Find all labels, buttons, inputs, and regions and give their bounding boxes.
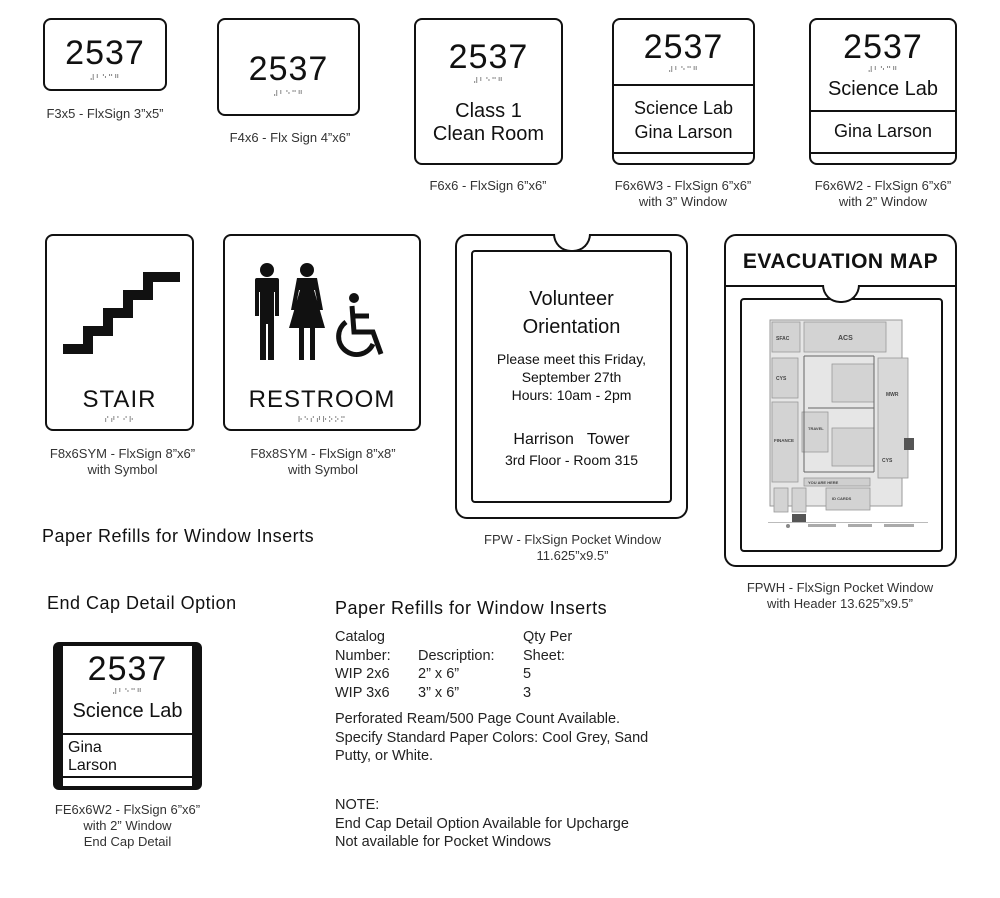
header-description: Description:: [418, 647, 495, 664]
room-name: Science Lab: [827, 78, 939, 100]
header-number: Number:: [335, 647, 391, 664]
window-bottom-line: [811, 152, 955, 154]
room-number: 2537: [643, 28, 724, 66]
window-top-line: [811, 110, 955, 112]
map-label-you-are-here: YOU ARE HERE: [808, 480, 839, 485]
sign-f6x6: [414, 18, 563, 165]
heading-refills-left: Paper Refills for Window Inserts: [42, 526, 315, 546]
notes-paragraph-1: Perforated Ream/500 Page Count Available.: [335, 711, 621, 727]
sign-stair: [45, 234, 194, 431]
notice-title-2: Orientation: [522, 316, 621, 338]
braille-dots: ⠎⠞⠁⠊⠗: [104, 417, 135, 424]
person-last-name: Larson: [68, 757, 117, 774]
person-name: Gina Larson: [634, 122, 733, 142]
room-number: 2537: [448, 38, 529, 76]
man-icon: [255, 263, 279, 360]
room-name: Science Lab: [633, 98, 734, 118]
notes-paragraph-2: Specify Standard Paper Colors: Cool Grey, Sand: [335, 729, 649, 746]
wheelchair-icon: [339, 293, 381, 355]
evacuation-floorplan: [768, 312, 928, 530]
caption-fpwh-1: FPWH - FlxSign Pocket Window: [746, 580, 934, 595]
header-qty-per: Qty Per: [523, 629, 573, 645]
caption-fe6x6w2-3: End Cap Detail: [83, 834, 172, 849]
caption-f6x6: F6x6 - FlxSign 6”x6”: [429, 178, 547, 193]
row-1-qty: 5: [523, 666, 532, 682]
braille-dots: ⠗⠑⠎⠞⠗⠕⠕⠍: [297, 417, 347, 424]
refills-table: [335, 628, 735, 708]
row-2-desc: 3” x 6”: [418, 684, 460, 701]
caption-restroom-2: with Symbol: [287, 462, 359, 477]
notice-body-1: Please meet this Friday,: [496, 351, 647, 367]
room-number: 2537: [65, 34, 145, 72]
person-name: Gina Larson: [833, 121, 933, 141]
sign-fpwh: [724, 234, 957, 567]
header-catalog: Catalog: [335, 629, 385, 645]
caption-f6x6w2-1: F6x6W2 - FlxSign 6”x6”: [814, 178, 952, 193]
window-top-line: [63, 733, 192, 735]
map-label-acs: ACS: [838, 335, 853, 342]
caption-f6x6w2-2: with 2” Window: [838, 194, 928, 209]
heading-endcap: End Cap Detail Option: [47, 593, 237, 613]
caption-fe6x6w2-2: with 2” Window: [83, 818, 172, 833]
sign-face: [63, 646, 192, 786]
sign-fpw: [455, 234, 688, 519]
note-line-2: Not available for Pocket Windows: [335, 834, 551, 850]
map-label-cys: CYS: [776, 376, 787, 382]
caption-f6x6w3-2: with 3” Window: [638, 194, 728, 209]
window-bottom-line: [614, 152, 753, 154]
notes-paragraph-3: Putty, or White.: [335, 748, 434, 764]
sign-fe6x6w2: [53, 642, 202, 790]
caption-f3x5: F3x5 - FlxSign 3”x5”: [46, 106, 164, 121]
note-line-1: End Cap Detail Option Available for Upcharge: [335, 815, 629, 832]
woman-icon: [289, 263, 325, 360]
caption-restroom-1: F8x8SYM - FlxSign 8”x8”: [250, 446, 396, 461]
stair-label: STAIR: [82, 386, 157, 413]
map-label-travel: TRAVEL: [808, 426, 824, 431]
braille-dots: ⠼⠃⠑⠉⠛: [867, 67, 899, 74]
person-first-name: Gina: [68, 739, 102, 756]
room-number: 2537: [843, 28, 923, 66]
sign-f6x6w3: [612, 18, 755, 165]
caption-stair-1: F8x6SYM - FlxSign 8”x6”: [49, 446, 196, 461]
room-name: Science Lab: [72, 700, 183, 722]
row-2-number: WIP 3x6: [335, 684, 390, 701]
map-label-mwr: MWR: [886, 392, 899, 398]
braille-dots: ⠼⠃⠑⠉⠛: [89, 75, 121, 82]
map-label-sfac: SFAC: [776, 336, 790, 342]
restroom-symbols-icon: [247, 262, 397, 362]
window-bottom-line: [63, 776, 192, 778]
row-2-qty: 3: [523, 684, 532, 701]
stair-icon: [61, 262, 181, 362]
map-label-cys-2: CYS: [882, 458, 893, 464]
notice-body-3: Hours: 10am - 2pm: [511, 387, 632, 403]
braille-dots: ⠼⠃⠑⠉⠛: [473, 78, 504, 85]
caption-fpwh-2: with Header 13.625”x9.5”: [767, 596, 913, 611]
caption-fpw-2: 11.625”x9.5”: [536, 548, 609, 563]
restroom-label: RESTROOM: [248, 386, 396, 413]
heading-refills-right: Paper Refills for Window Inserts: [335, 598, 608, 618]
braille-dots: ⠼⠃⠑⠉⠛: [112, 689, 143, 696]
notice-location-2: 3rd Floor - Room 315: [504, 452, 639, 468]
notice-title-1: Volunteer: [529, 288, 614, 310]
caption-fe6x6w2-1: FE6x6W2 - FlxSign 6”x6”: [54, 802, 201, 817]
window-top-line: [614, 84, 753, 86]
notice-location-1: Harrison Tower: [513, 431, 630, 448]
row-1-number: WIP 2x6: [335, 666, 390, 682]
sign-f4x6: [217, 18, 360, 116]
room-number: 2537: [87, 650, 168, 688]
room-name-line1: Class 1: [455, 100, 522, 122]
sign-f6x6w2: [809, 18, 957, 165]
sign-restroom: [223, 234, 421, 431]
map-label-id-cards: ID CARDS: [832, 496, 852, 501]
notice-body-2: September 27th: [521, 369, 622, 385]
sign-f3x5: [43, 18, 167, 91]
room-number: 2537: [248, 50, 329, 88]
caption-f6x6w3-1: F6x6W3 - FlxSign 6”x6”: [614, 178, 752, 193]
caption-f4x6: F4x6 - Flx Sign 4”x6”: [229, 130, 351, 145]
braille-dots: ⠼⠃⠑⠉⠛: [668, 67, 699, 74]
note-heading: NOTE:: [335, 797, 380, 813]
braille-dots: ⠼⠃⠑⠉⠛: [273, 91, 304, 98]
evac-header: EVACUATION MAP: [742, 250, 939, 273]
map-label-finance: FINANCE: [774, 438, 794, 443]
caption-stair-2: with Symbol: [87, 462, 158, 477]
row-1-desc: 2” x 6”: [418, 666, 460, 682]
header-sheet: Sheet:: [523, 647, 565, 664]
room-name-line2: Clean Room: [432, 123, 545, 145]
caption-fpw-1: FPW - FlxSign Pocket Window: [484, 532, 661, 547]
